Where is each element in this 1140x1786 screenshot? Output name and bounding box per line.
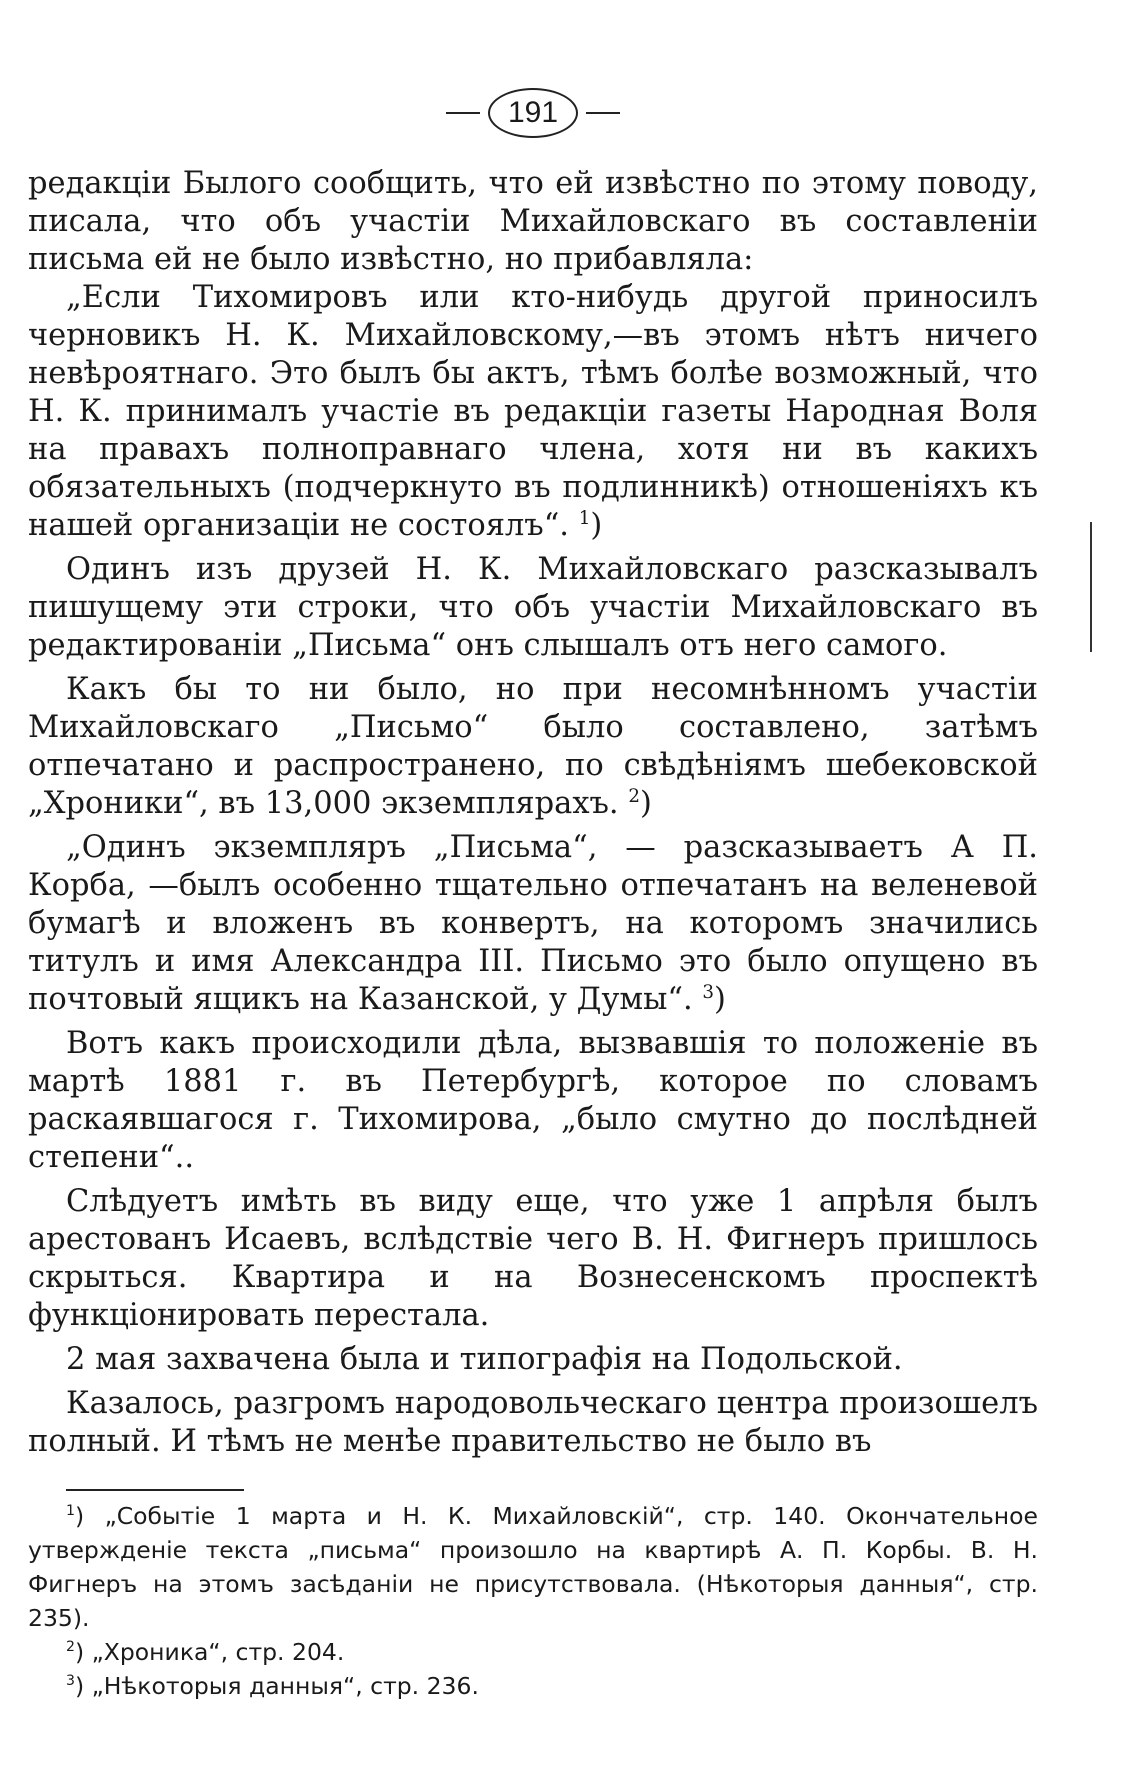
margin-pencil-mark xyxy=(1090,522,1092,652)
footnote-ref-1: 1 xyxy=(578,507,591,529)
paragraph-9: Казалось, разгромъ народовольческаго центра произошелъ полный. И тѣмъ не менѣе правительство не было въ xyxy=(28,1386,1038,1459)
paragraph-7: Слѣдуетъ имѣть въ виду еще, что уже 1 апрѣля былъ арестованъ Исаевъ, вслѣдствіе чего В. Н. Фигнеръ пришлось скрыться. Квартира и на Вознесенскомъ проспектѣ функціонировать перестала. xyxy=(28,1184,1038,1333)
header-dash-left xyxy=(446,112,480,114)
paragraph-8: 2 мая захвачена была и типографія на Подольской. xyxy=(66,1342,903,1377)
footnote-mark-3: 3 xyxy=(66,1673,75,1690)
paragraph-2: „Если Тихомировъ или кто-нибудь другой приносилъ черновикъ Н. К. Михайловскому,—въ этомъ нѣтъ ничего невѣроятнаго. Это былъ бы актъ, тѣмъ болѣе возможный, что Н. К. принималъ участіе въ редакціи газеты Народная Воля на правахъ полноправнаго члена, хотя ни въ какихъ обязательныхъ (подчеркнуто въ подлинникѣ) отношеніяхъ къ нашей организаціи не состоялъ“. $^1$) xyxy=(28,280,1038,543)
paragraph-6: Вотъ какъ происходили дѣла, вызвавшія то положеніе въ мартѣ 1881 г. въ Петербургѣ, которое по словамъ раскаявшагося г. Тихомирова, „было смутно до послѣдней степени“.. xyxy=(28,1026,1038,1175)
header-dash-right xyxy=(586,112,620,114)
paragraph-3: Одинъ изъ друзей Н. К. Михайловскаго разсказывалъ пишущему эти строки, что объ участіи Михайловскаго въ редактированіи „Письма“ онъ слышалъ отъ него самого. xyxy=(28,552,1038,663)
footnote-mark-1: 1 xyxy=(66,1503,75,1520)
footnote-ref-2: 2 xyxy=(628,785,640,807)
footnote-1: $^1$) „Событіе 1 марта и Н. К. Михайловскій“, стр. 140. Окончательное утвержденіе текста „письма“ произошло на квартирѣ А. П. Корбы. В. Н. Фигнеръ на этомъ засѣданіи не присутствовала. (Нѣкоторыя данныя“, стр. 235). xyxy=(28,1502,1039,1632)
paragraph-4: Какъ бы то ни было, но при несомнѣнномъ участіи Михайловскаго „Письмо“ было составлено, затѣмъ отпечатано и распространено, по свѣдѣніямъ шебековской „Хроники“, въ 13,000 экземплярахъ. $^2$) xyxy=(28,672,1038,821)
page-header xyxy=(28,78,1038,148)
footnote-ref-3: 3 xyxy=(702,981,715,1003)
paragraph-1: редакціи Былого сообщить, что ей извѣстно по этому поводу, писала, что объ участіи Михайловскаго въ составленіи письма ей не было извѣстно, но прибавляла: xyxy=(28,166,1038,277)
footnote-separator xyxy=(66,1489,244,1491)
footnote-2: $^2$) „Хроника“, стр. 204. xyxy=(66,1638,345,1666)
paragraph-5: „Одинъ экземпляръ „Письма“, — разсказываетъ А П. Корба, —былъ особенно тщательно отпечатанъ на веленевой бумагѣ и вложенъ въ конвертъ, на которомъ значились титулъ и имя Александра III. Письмо это было опущено въ почтовый ящикъ на Казанской, у Думы“. $^3$) xyxy=(28,830,1038,1017)
footnote-mark-2: 2 xyxy=(66,1639,75,1656)
footnote-3: $^3$) „Нѣкоторыя данныя“, стр. 236. xyxy=(66,1672,479,1700)
page-body xyxy=(28,165,1038,1703)
page-number: 191 xyxy=(488,88,578,138)
